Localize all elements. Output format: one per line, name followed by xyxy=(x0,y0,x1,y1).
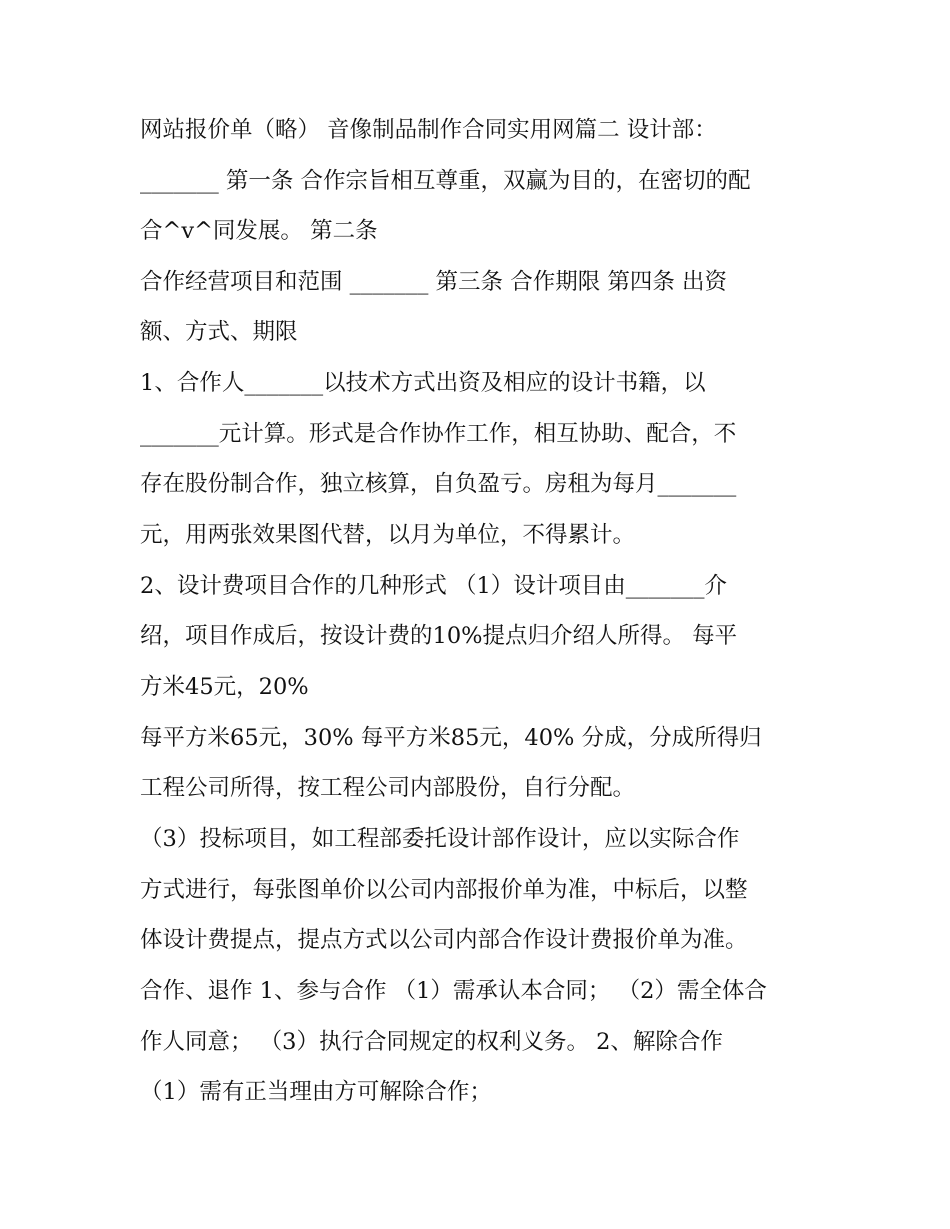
text-line-14: 工程公司所得，按工程公司内部股份，自行分配。 xyxy=(140,775,636,801)
text-line-12: 方米45元，20% xyxy=(140,674,309,700)
text-line-20: （1）需有正当理由方可解除合作； xyxy=(140,1079,492,1105)
text-line-15: （3）投标项目，如工程部委托设计部作设计，应以实际合作 xyxy=(140,826,740,852)
text-line-17: 体设计费提点，提点方式以公司内部合作设计费报价单为准。 xyxy=(140,927,748,953)
text-line-1: 网站报价单（略） 音像制品制作合同实用网篇二 设计部： xyxy=(140,117,717,143)
text-line-2: _______ 第一条 合作宗旨相互尊重，双赢为目的，在密切的配 xyxy=(140,168,751,194)
text-line-9: 元，用两张效果图代替，以月为单位，不得累计。 xyxy=(140,522,636,548)
text-line-6: 1、合作人_______以技术方式出资及相应的设计书籍，以 xyxy=(140,370,706,396)
text-line-7: _______元计算。形式是合作协作工作，相互协助、配合，不 xyxy=(140,421,737,447)
text-line-19: 作人同意； （3）执行合同规定的权利义务。 2、解除合作 xyxy=(140,1029,723,1055)
text-line-10: 2、设计费项目合作的几种形式 （1）设计项目由_______介 xyxy=(140,573,728,599)
text-line-8: 存在股份制合作，独立核算，自负盈亏。房租为每月_______ xyxy=(140,471,737,497)
text-line-16: 方式进行，每张图单价以公司内部报价单为准，中标后，以整 xyxy=(140,877,748,903)
text-line-18: 合作、退作 1、参与合作 （1）需承认本合同； （2）需全体合 xyxy=(140,978,767,1004)
text-line-11: 绍，项目作成后，按设计费的10%提点归介绍人所得。 每平 xyxy=(140,623,738,649)
text-line-4: 合作经营项目和范围 _______ 第三条 合作期限 第四条 出资 xyxy=(140,269,728,295)
text-line-13: 每平方米65元，30% 每平方米85元，40% 分成，分成所得归 xyxy=(140,725,762,751)
text-line-3: 合^v^同发展。 第二条 xyxy=(140,218,378,244)
text-line-5: 额、方式、期限 xyxy=(140,319,298,345)
